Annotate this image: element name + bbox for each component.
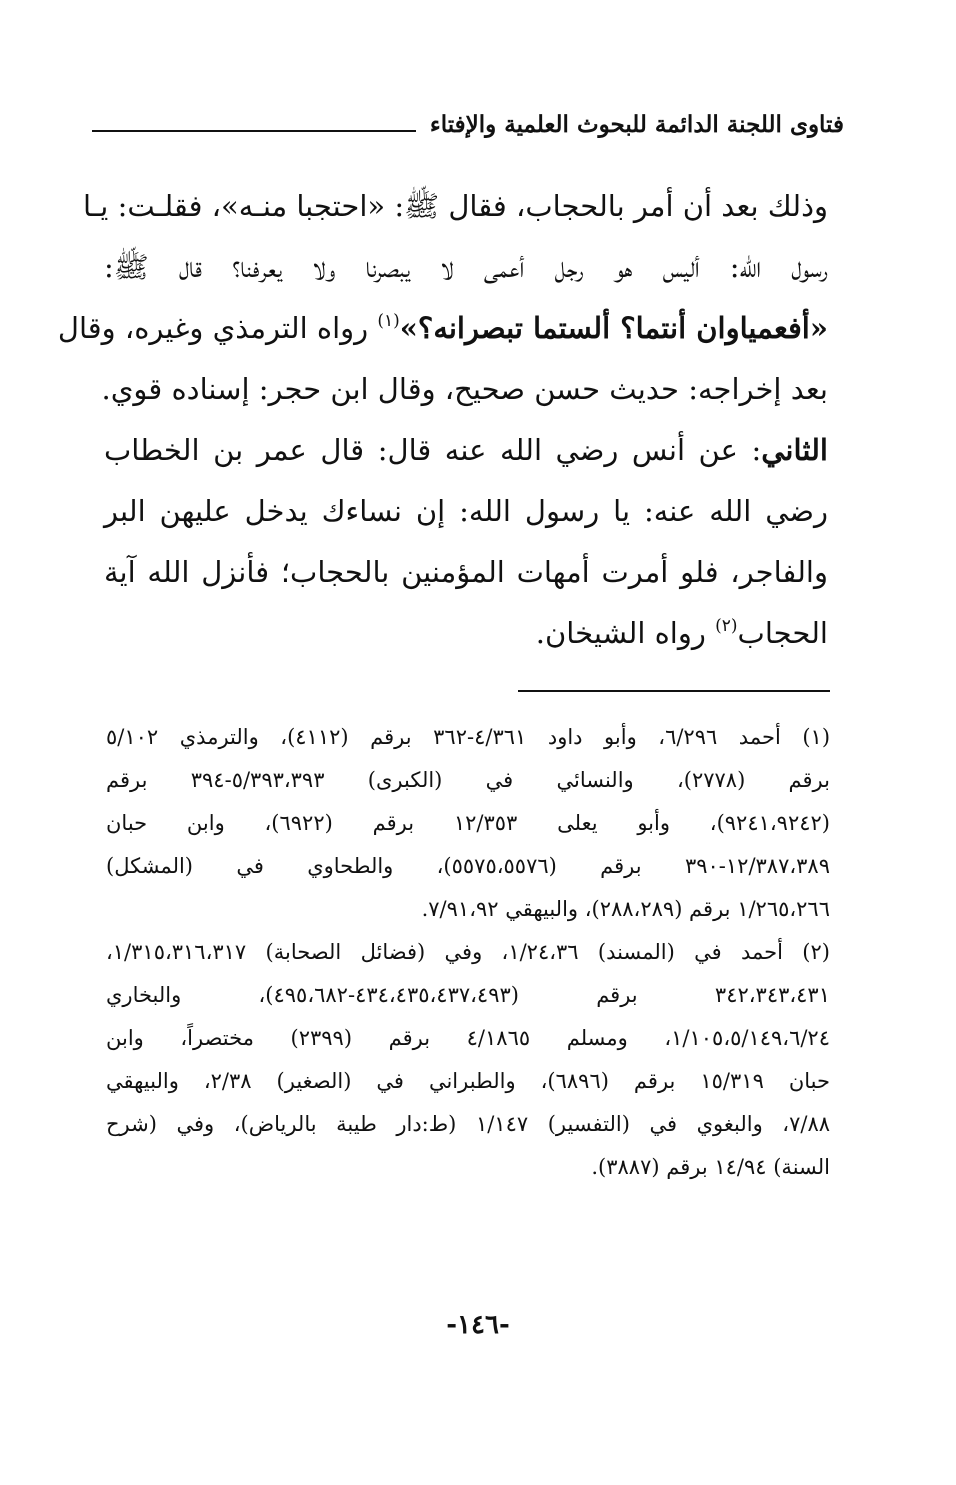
header-rule [92,130,416,132]
body-line-8 [104,603,828,664]
footnote-ref-2: (٢) [715,616,738,636]
body-line-5-rest: : عن أنس رضي الله عنه قال: قال عمر بن الخطاب [104,433,762,467]
footnote-1-line-3: (٩٢٤١،٩٢٤٢)، وأبو يعلى ١٢/٣٥٣ برقم (٦٩٢٢)، وابن حبان [106,811,830,835]
second-heading: الثاني [761,433,828,467]
header-title: فتاوى اللجنة الدائمة للبحوث العلمية والإفتاء [429,110,844,138]
footnote-2-line-4: حبان ١٥/٣١٩ برقم (٦٨٩٦)، والطبراني في (الصغير) ٢/٣٨، والبيهقي [106,1069,830,1093]
footnote-1-line-2: برقم (٢٧٧٨)، والنسائي في (الكبرى) ٥/٣٩٣،٣٩٣-٣٩٤ برقم [106,768,830,792]
footnote-2-line-6: السنة) ١٤/٩٤ برقم (٣٨٨٧). [591,1155,830,1179]
body-line-3 [57,298,828,359]
body-line-6: رضي الله عنه: يا رسول الله: إن نساءك يدخل عليهن البر [104,494,828,528]
body-text [57,176,828,664]
footnote-2-line-2: ٣٤٢،٣٤٣،٤٣١ برقم (٤٣٤،٤٣٥،٤٣٧،٤٩٣-٤٩٥،٦٨٢)، والبخاري [106,983,830,1007]
body-line-2: رسول الله: أليس هو رجل أعمى لا يبصرنا ولا يعرفنا؟ قال ﷺ: [104,250,828,284]
page-number: -١٤٦- [446,1310,510,1340]
footnote-ref-1: (١) [377,311,400,331]
body-line-8-rest: رواه الشيخان. [535,616,716,650]
running-header [92,102,844,146]
body-line-1: وذلك بعد أن أمر بالحجاب، فقال ﷺ: «احتجبا منـه»، فقلـت: يـا [82,189,828,223]
body-line-7: والفاجر، فلو أمرت أمهات المؤمنين بالحجاب؛ فأنزل الله آية [104,555,828,589]
body-line-5 [104,420,828,481]
body-line-4: بعد إخراجه: حديث حسن صحيح، وقال ابن حجر: إسناده قوي. [101,372,828,406]
footnotes [106,716,830,1189]
footnote-1-line-5: ١/٢٦٥،٢٦٦ برقم (٢٨٨،٢٨٩)، والبيهقي ٧/٩١،٩٢. [421,897,830,921]
footnote-1-line-1: (١) أحمد ٦/٢٩٦، وأبو داود ٤/٣٦١-٣٦٢ برقم (٤١١٢)، والترمذي ٥/١٠٢ [106,725,831,749]
footnote-1-line-4: ١٢/٣٨٧،٣٨٩-٣٩٠ برقم (٥٥٧٥،٥٥٧٦)، والطحاوي في (المشكل) [106,854,830,878]
body-line-8-start: الحجاب [737,616,828,650]
footnote-2-line-3: ١/١٠٥،٥/١٤٩،٦/٢٤، ومسلم ٤/١٨٦٥ برقم (٢٣٩٩) مختصراً، وابن [106,1026,830,1050]
body-line-3-rest: رواه الترمذي وغيره، وقال [57,311,378,345]
footnote-2-line-5: ٧/٨٨، والبغوي في (التفسير) ١/١٤٧ (ط:دار طيبة بالرياض)، وفي (شرح [106,1112,831,1136]
hadith-quote: «أفعمياوان أنتما؟ ألستما تبصرانه؟» [399,311,828,345]
footnote-separator [518,690,830,692]
footnote-2-line-1: (٢) أحمد في (المسند) ١/٢٤،٣٦، وفي (فضائل الصحابة) ١/٣١٥،٣١٦،٣١٧، [106,940,830,964]
